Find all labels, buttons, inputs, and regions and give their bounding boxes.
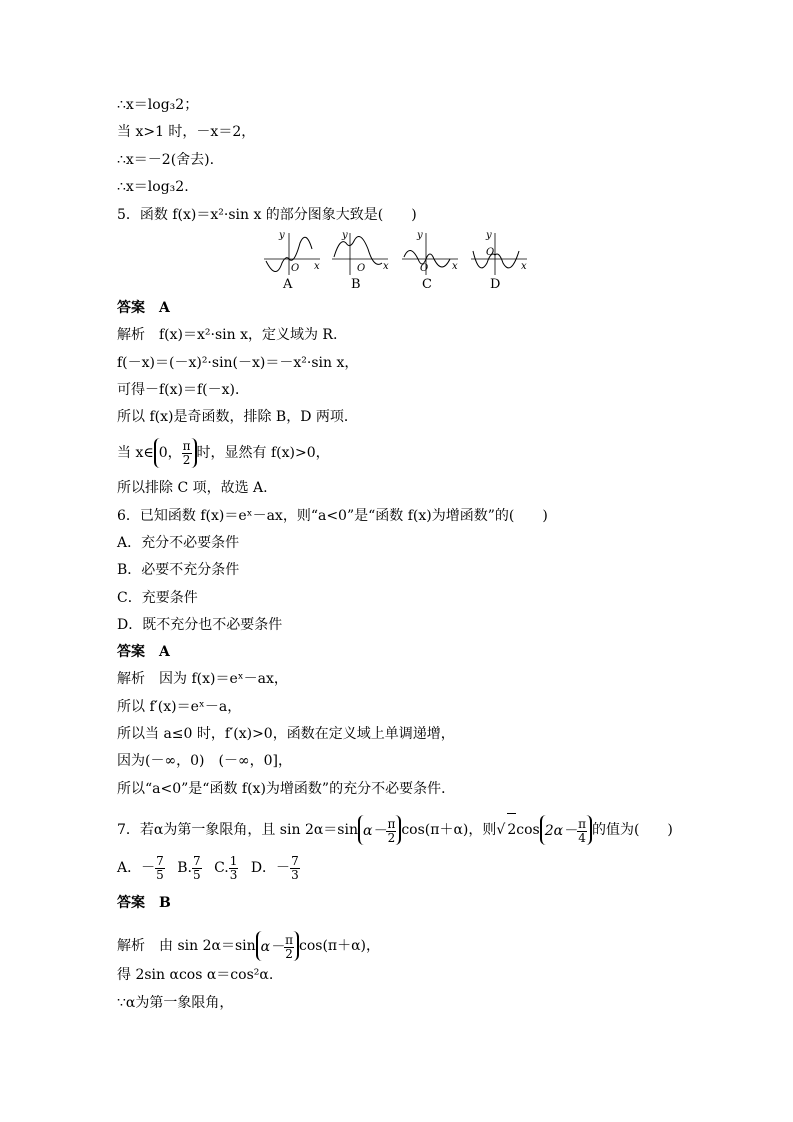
- bracket-alpha-pi-2: [256, 931, 299, 961]
- q7-mid: cos(π＋α)，则: [401, 822, 497, 838]
- fraction-num: π: [182, 438, 191, 453]
- option-c-label: C.: [214, 860, 229, 876]
- option-d: D．既不充分也不必要条件: [117, 617, 283, 633]
- fraction-num: 7: [291, 853, 299, 868]
- question-6: 6．已知函数 f(x)＝eˣ－ax，则“a<0”是“函数 f(x)为增函数”的( ): [117, 508, 548, 524]
- option-b: B．必要不充分条件: [117, 562, 240, 578]
- origin-label: O: [291, 263, 300, 274]
- bracket-alpha-pi-2: [358, 815, 401, 845]
- text-line: 解析 因为 f(x)＝eˣ－ax，: [117, 671, 288, 687]
- text-line: 解析 f(x)＝x²·sin x，定义域为 R.: [117, 327, 338, 343]
- analysis-suffix: cos(π＋α)，: [298, 938, 381, 954]
- interval-bracket: [154, 438, 197, 468]
- text-line: 所以 f(x)是奇函数，排除 B，D 两项．: [117, 409, 358, 425]
- interval-suffix: 时，显然有 f(x)>0，: [196, 445, 330, 461]
- text-line: 所以排除 C 项，故选 A.: [117, 480, 268, 496]
- text-line: 所以 f′(x)＝eˣ－a，: [117, 699, 242, 715]
- fraction: [182, 440, 192, 467]
- text-line: 所以当 a≤0 时，f′(x)>0，函数在定义域上单调递增，: [117, 726, 455, 742]
- fraction: [229, 855, 239, 882]
- text-line: 所以“a<0”是“函数 f(x)为增函数”的充分不必要条件．: [117, 781, 456, 797]
- graph-option-a: [262, 229, 324, 277]
- fraction-den: 2: [387, 830, 396, 845]
- question-5: 5．函数 f(x)＝x²·sin x 的部分图象大致是( ): [117, 207, 417, 223]
- origin-label: O: [486, 247, 495, 258]
- fraction: [284, 934, 294, 961]
- text-line: ∴x＝log₃2；: [117, 97, 199, 113]
- fraction-num: π: [578, 816, 586, 831]
- graph-option-d: [469, 229, 531, 277]
- option-c: C．充要条件: [117, 590, 198, 606]
- text-line: 可得－f(x)＝f(－x)．: [117, 382, 250, 398]
- origin-label: O: [420, 263, 429, 274]
- axis-y-label: y: [342, 230, 348, 241]
- text-line: 得 2sin αcos α＝cos²α.: [117, 967, 274, 983]
- option-a-label: A．－: [117, 860, 156, 876]
- fraction-num: π: [387, 816, 396, 831]
- axis-x-label: x: [452, 261, 458, 272]
- fraction: [386, 818, 396, 845]
- fraction-den: 4: [578, 830, 586, 845]
- axis-y-label: y: [279, 230, 285, 241]
- option-b-label: B.: [177, 860, 192, 876]
- text-line: ∵α为第一象限角，: [117, 995, 234, 1011]
- graph-label-a: A: [283, 277, 293, 292]
- bracket-text: α－: [362, 823, 387, 839]
- fraction-den: 3: [229, 867, 238, 882]
- text-line: f(－x)＝(－x)²·sin(－x)＝－x²·sin x，: [117, 355, 359, 371]
- bracket-text: 2α－: [544, 823, 578, 839]
- fraction-num: 1: [229, 853, 238, 868]
- interval-inside: 0，: [158, 445, 182, 461]
- axis-x-label: x: [521, 261, 527, 272]
- interval-prefix: 当 x∈: [117, 445, 154, 461]
- answer-label: 答案 A: [117, 644, 170, 660]
- q7-analysis: [117, 930, 380, 962]
- axis-x-label: x: [383, 261, 389, 272]
- q7-prefix: 7．若α为第一象限角，且 sin 2α＝sin: [117, 822, 358, 838]
- fraction-den: 5: [192, 867, 201, 882]
- cos-text: cos: [516, 822, 540, 838]
- graph-label-d: D: [490, 277, 501, 292]
- text-line: ∴x＝log₃2.: [117, 179, 189, 195]
- text-line: ∴x＝－2(舍去).: [117, 152, 215, 168]
- option-a: A．充分不必要条件: [117, 535, 240, 551]
- graph-option-c: [400, 229, 462, 277]
- fraction: [192, 855, 202, 882]
- graph-option-b: [330, 229, 392, 277]
- q7-suffix: 的值为( ): [591, 822, 673, 838]
- q7-options: [117, 853, 300, 883]
- bracket-text: α－: [260, 939, 285, 955]
- axis-y-label: y: [417, 230, 423, 241]
- fraction-den: 2: [182, 452, 191, 467]
- question-7: 7．若α为第一象限角，且 sin 2α＝sin α－ $\frac{\pi}{2}$ cos(π＋α)，则√ 2cos 2α－ $\frac{\pi}{4}$ 的值为( ): [117, 813, 673, 846]
- graph-label-c: C: [422, 277, 432, 292]
- analysis-prefix: 解析 由 sin 2α＝sin: [117, 938, 256, 954]
- axis-x-label: x: [314, 261, 320, 272]
- fraction: [577, 818, 587, 845]
- axis-y-label: y: [486, 230, 492, 241]
- fraction-num: π: [285, 932, 293, 947]
- interval-line: [117, 438, 330, 468]
- fraction: [155, 855, 165, 882]
- fraction: [290, 855, 300, 882]
- fraction-den: 3: [291, 867, 299, 882]
- text-line: 因为(－∞，0) (－∞，0]，: [117, 753, 292, 769]
- fraction-num: 7: [192, 853, 201, 868]
- fraction-den: 2: [285, 946, 293, 961]
- graph-label-b: B: [351, 277, 361, 292]
- sqrt-radicand: 2: [507, 813, 516, 846]
- bracket-2alpha-pi-4: [540, 815, 592, 845]
- answer-label: 答案 B: [117, 895, 171, 911]
- text-line: 当 x>1 时，－x＝2，: [117, 124, 256, 140]
- answer-label: 答案 A: [117, 300, 170, 316]
- option-d-label: D．－: [250, 860, 291, 876]
- origin-label: O: [357, 263, 366, 274]
- fraction-den: 5: [156, 867, 164, 882]
- fraction-num: 7: [156, 853, 164, 868]
